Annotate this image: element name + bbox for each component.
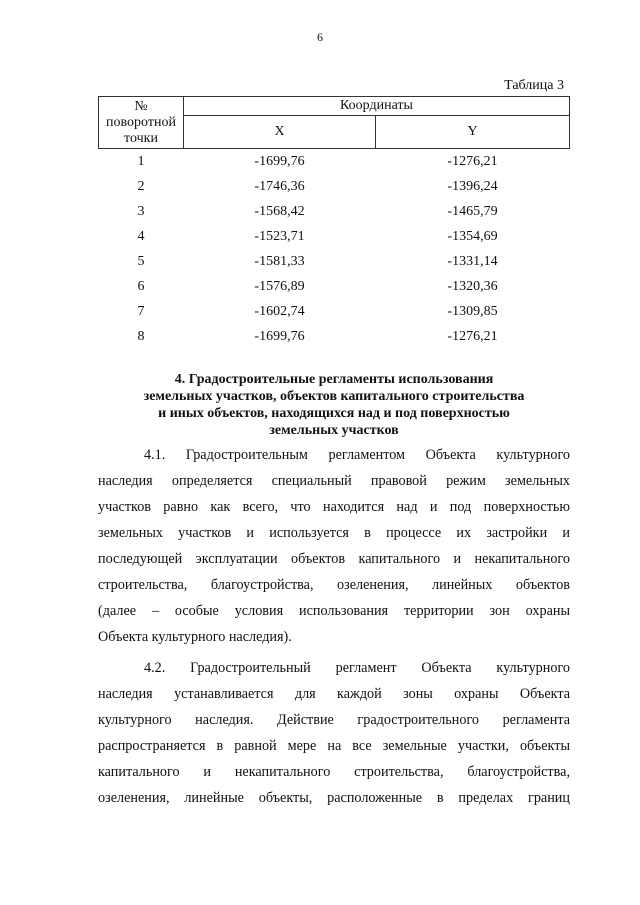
table-row — [99, 149, 570, 175]
paragraph-line: последующей эксплуатации объектов капитального и некапитального — [98, 551, 570, 567]
section-title-line: и иных объектов, находящихся над и под поверхностью — [158, 406, 510, 421]
paragraph-line: наследия устанавливается для каждой зоны охраны Объекта — [98, 686, 570, 702]
coord-y: -1465,79 — [447, 203, 498, 219]
point-number: 6 — [137, 278, 145, 294]
coord-y: -1331,14 — [447, 253, 498, 269]
paragraph-line: Объекта культурного наследия). — [98, 629, 292, 645]
table-caption: Таблица 3 — [504, 78, 564, 93]
coord-x: -1746,36 — [254, 178, 305, 194]
coord-x: -1568,42 — [254, 203, 305, 219]
point-number: 8 — [137, 328, 145, 344]
section-title-line: земельных участков, объектов капитального строительства — [143, 389, 525, 404]
point-number: 4 — [137, 228, 145, 244]
section-title — [98, 371, 570, 439]
coord-x: -1576,89 — [254, 278, 305, 294]
coord-x: -1602,74 — [254, 303, 305, 319]
paragraph-4-1 — [98, 442, 570, 650]
page-number: 6 — [317, 30, 323, 44]
coord-y: -1320,36 — [447, 278, 498, 294]
table-row — [99, 324, 570, 349]
table-row — [99, 274, 570, 299]
coord-x: -1523,71 — [254, 228, 305, 244]
point-number: 2 — [137, 178, 145, 194]
paragraph-line: озеленения, линейные объекты, расположенные в пределах границ — [98, 790, 570, 806]
coord-x: -1699,76 — [254, 153, 305, 169]
paragraph-line: земельных участков и используется в процессе их застройки и — [98, 525, 570, 541]
paragraph-line: распространяется в равной мере на все земельные участки, объекты — [98, 738, 570, 754]
table-row — [99, 174, 570, 199]
paragraph-line: строительства, благоустройства, озеленения, линейных объектов — [98, 577, 570, 593]
coord-y: -1276,21 — [447, 328, 498, 344]
header-coordinates: Координаты — [184, 97, 570, 116]
header-y: Y — [376, 116, 570, 149]
paragraph-line: 4.2. Градостроительный регламент Объекта культурного — [144, 660, 570, 676]
point-number: 3 — [137, 203, 145, 219]
table-row — [99, 199, 570, 224]
section-title-line: земельных участков — [269, 423, 399, 438]
table-row — [99, 249, 570, 274]
header-x: X — [184, 116, 376, 149]
paragraph-line: культурного наследия. Действие градостроительного регламента — [98, 712, 570, 728]
coord-x: -1699,76 — [254, 328, 305, 344]
header-point-number: № поворотной точки — [99, 97, 184, 149]
coord-y: -1396,24 — [447, 178, 498, 194]
paragraph-line: 4.1. Градостроительным регламентом Объекта культурного — [144, 447, 570, 463]
table-row — [99, 224, 570, 249]
paragraph-line: (далее – особые условия использования территории зон охраны — [98, 603, 570, 619]
paragraph-line: наследия определяется специальный правовой режим земельных — [98, 473, 570, 489]
coord-y: -1354,69 — [447, 228, 498, 244]
coordinates-table — [98, 96, 570, 349]
section-title-line: 4. Градостроительные регламенты использования — [174, 372, 494, 387]
paragraph-line: капитального и некапитального строительства, благоустройства, — [98, 764, 570, 780]
coord-x: -1581,33 — [254, 253, 305, 269]
coord-y: -1276,21 — [447, 153, 498, 169]
coord-y: -1309,85 — [447, 303, 498, 319]
point-number: 1 — [137, 153, 145, 169]
point-number: 7 — [137, 303, 145, 319]
paragraph-line: участков равно как всего, что находится над и под поверхностью — [98, 499, 570, 515]
paragraph-4-2 — [98, 655, 570, 811]
table-row — [99, 299, 570, 324]
point-number: 5 — [137, 253, 145, 269]
